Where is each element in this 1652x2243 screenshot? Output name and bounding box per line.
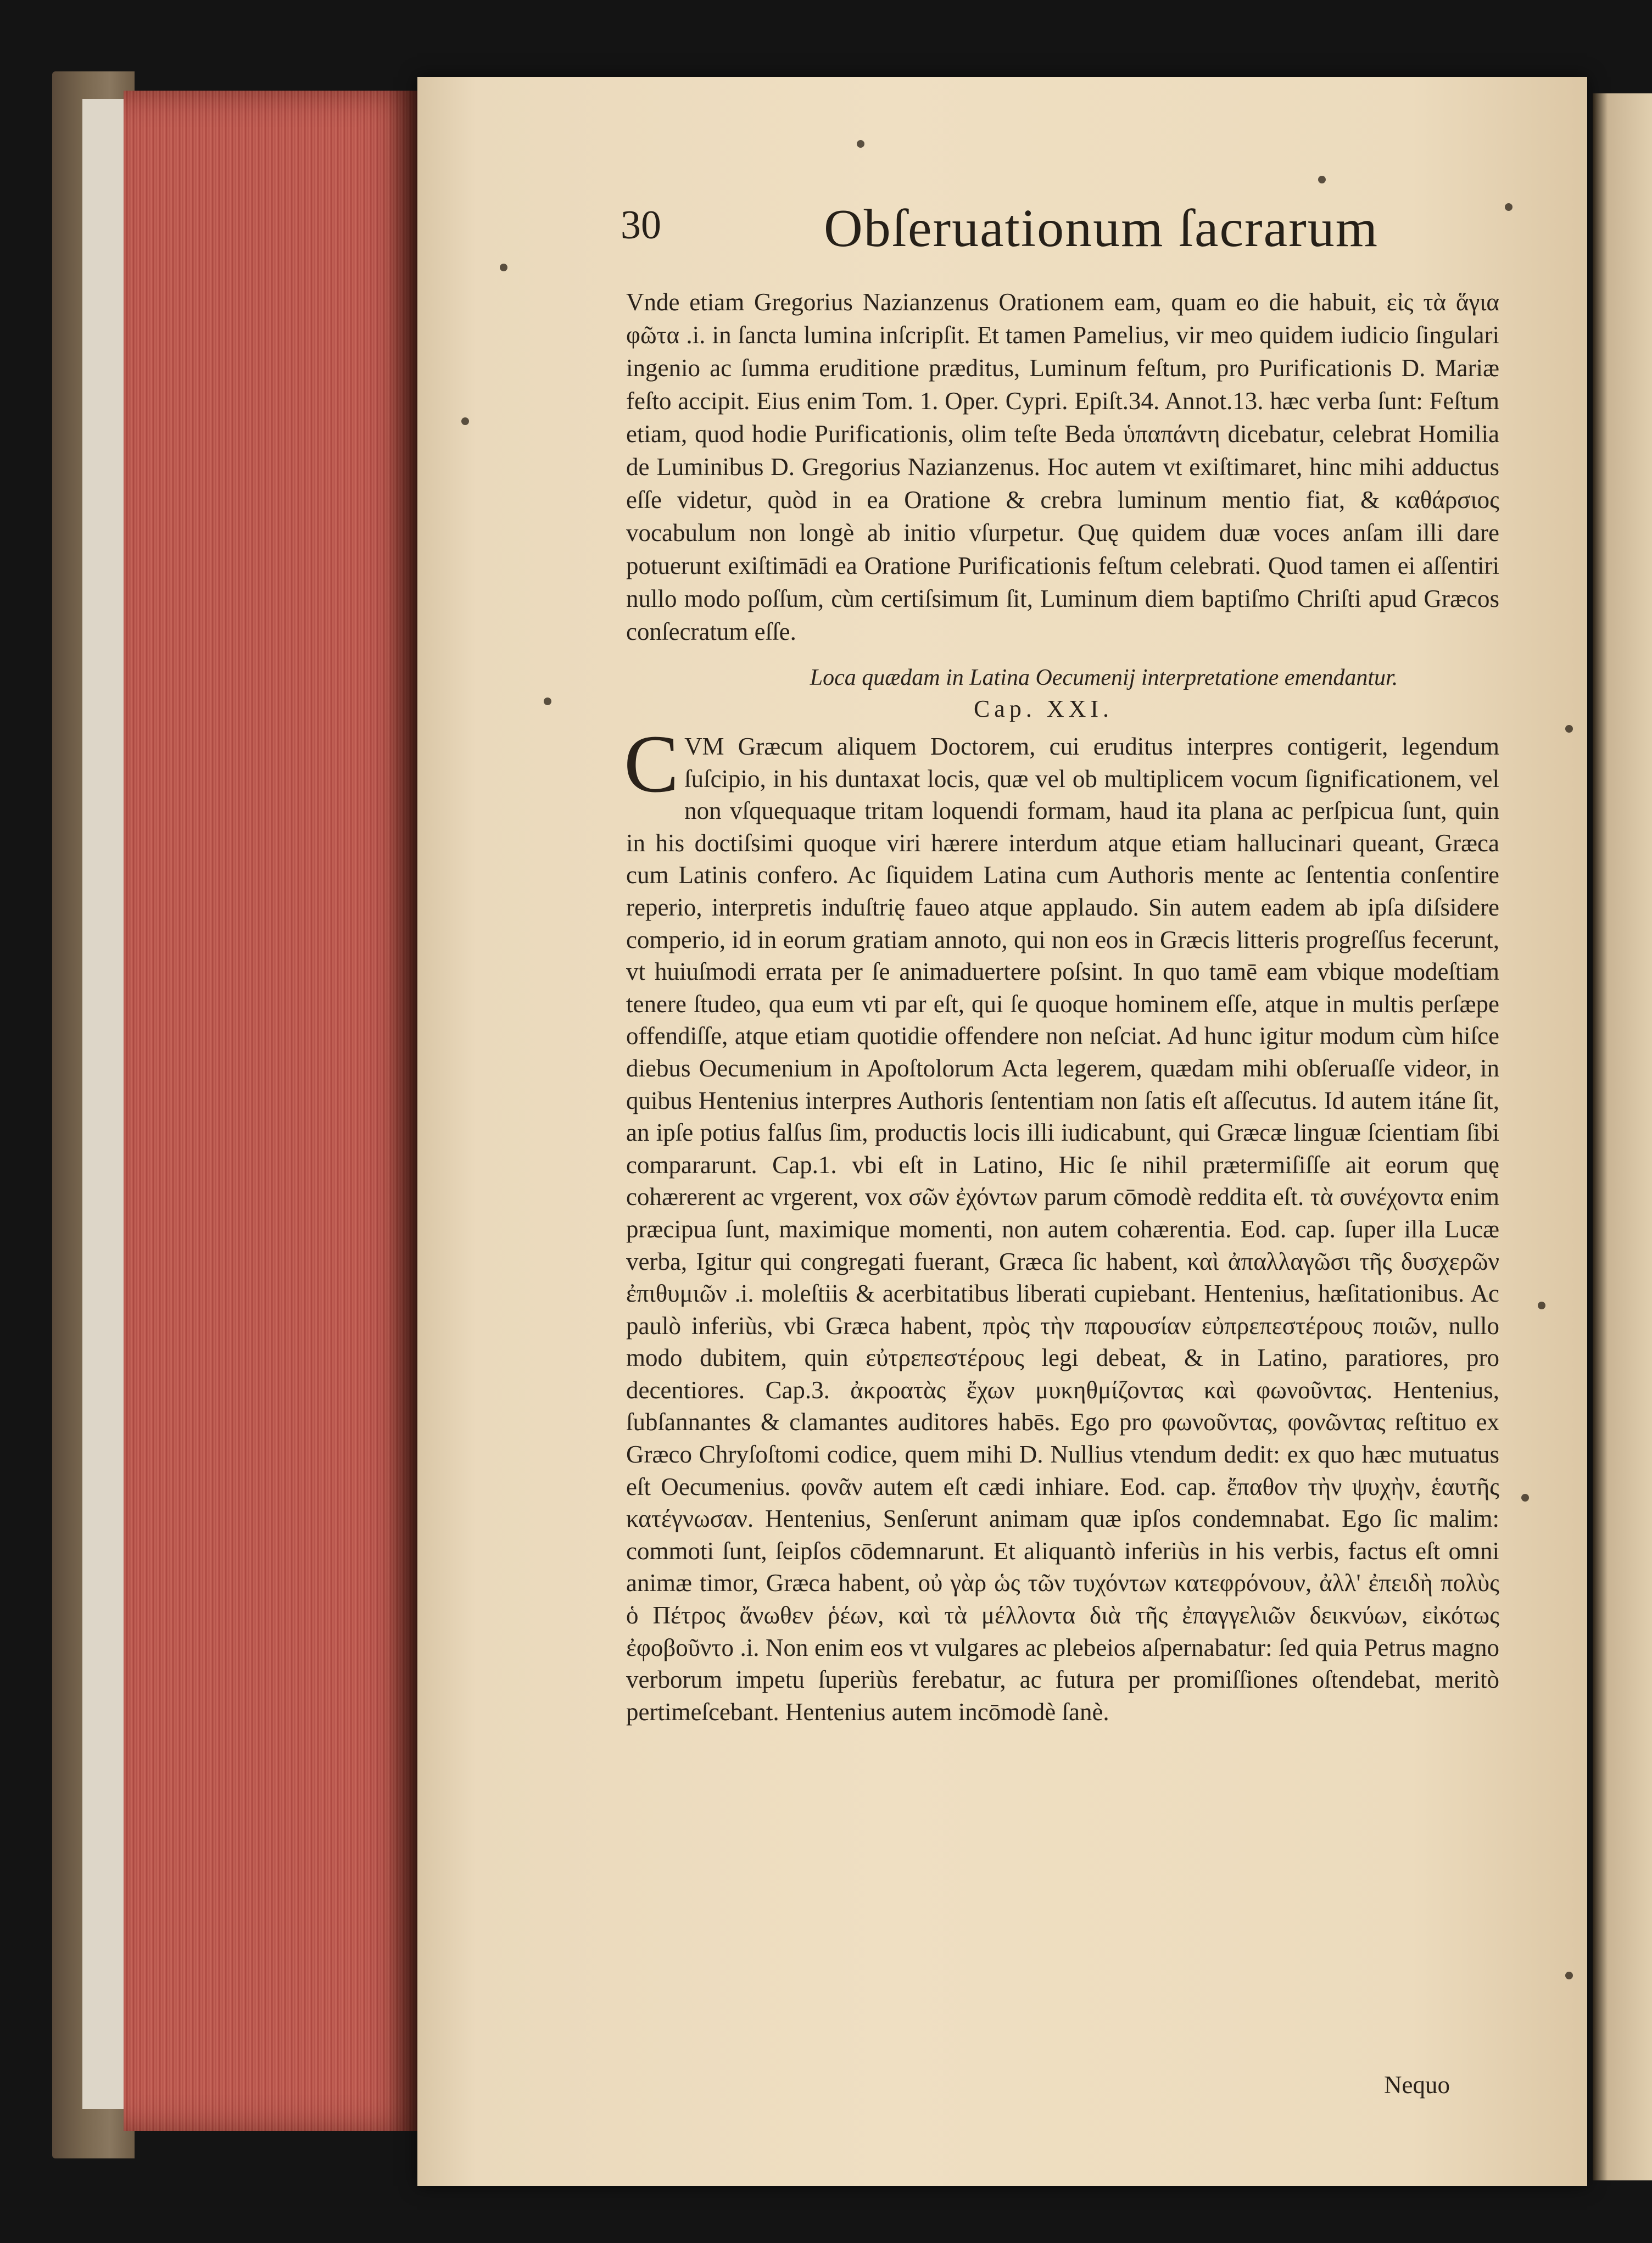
paragraph: VM Græcum aliquem Doctorem, cui eruditus interpres contigerit, legendum ſuſcipio, in his duntaxat locis, quæ vel ob multiplicem vocum ſignificationem, vel non vſquequaque tritam loquendi formam, haud ita plana ac perſpicua ſunt, quin in his doctiſsimi quoque viri hærere interdum atque etiam hallucinari queant, Græca cum Latinis confero. Ac ſiquidem Latina cum Authoris mente ac ſententia conſentire reperio, interpretis induſtrię faueo atque applaudo. Sin autem eadem ab ipſa diſsidere comperio, id in eorum gratiam annoto, qui non eos in Græcis litteris progreſſus fecerunt, vt huiuſmodi errata per ſe animaduertere poſsint. In quo tamē eam vbique modeſtiam tenere ſtudeo, qua eum vti par eſt, qui ſe quoque hominem eſſe, atque in multis perſæpe offendiſſe, atque etiam quotidie offendere non neſciat. Ad hunc igitur modum cùm hiſce diebus Oecumenium in Apoſtolorum Acta legerem, quædam mihi obſeruaſſe videor, in quibus Hentenius interpres Authoris ſententiam non ſatis eſt aſſecutus. Id autem itáne ſit, an ipſe potius falſus ſim, productis locis illi iudicabunt, qui Græcæ linguæ ſcientiam ſibi compararunt. Cap.1. vbi eſt in Latino, Hic ſe nihil prætermiſiſſe ait eorum quę cohærerent ac vrgerent, vox σῶν ἐχόντων parum cōmodè reddita eſt. τὰ συνέχοντα enim præcipua ſunt, maximique momenti, non autem cohærentia. Eod. cap. ſuper illa Lucæ verba, Igitur qui congregati fuerant, Græca ſic habent, καὶ ἀπαλλαγῶσι τῆς δυσχερῶν ἐπιθυμιῶν .i. moleſtiis & acerbitatibus liberati cupiebant. Hentenius, hæſitationibus. Ac paulò inferiùs, vbi Græca habent, πρὸς τὴν παρουσίαν εὐπρεπεστέρους ποιῶν, nullo modo dubitem, quin εὐτρεπεστέρους legi debeat, & in Latino, paratiores, pro decentiores. Cap.3. ἀκροατὰς ἔχων μυκηθμίζοντας καὶ φωνοῦντας. Hentenius, ſubſannantes & clamantes auditores habēs. Ego pro φωνοῦντας, φονῶντας reſtituo ex Græco Chryſoſtomi codice, quem mihi D. Nullius vtendum dedit: ex quo hæc mutuatus eſt Oecumenius. φονᾶν autem eſt cædi inhiare. Eod. cap. ἔπαθον τὴν ψυχὴν, ἑαυτῆς κατέγνωσαν. Hentenius, Senſerunt animam quæ ipſos condemnabat. Ego ſic malim: commoti ſunt, ſeipſos cōdemnarunt. Et aliquantò inferiùs in his verbis, factus eſt omni animæ timor, Græca habent, οὐ γὰρ ὡς τῶν τυχόντων κατεφρόνουν, ἀλλ' ἐπειδὴ πολὺς ὁ Πέτρος ἄνωθεν ῥέων, καὶ τὰ μέλλοντα διὰ τῆς ἐπαγγελιῶν δεικνύων, εἰκότως ἐφοβοῦντο .i. Non enim eos vt vulgares ac plebeios aſpernabatur: ſed quia Petrus magno verborum impetu ſuperiùs ferebatur, ac futura per promiſſiones oſtendebat, meritò pertimeſcebant. Hentenius autem incōmodè ſanè.	[626, 733, 1499, 1726]
facing-page-edge	[1593, 93, 1652, 2180]
cover-pastedown	[82, 99, 129, 2109]
running-head	[621, 198, 1389, 269]
wormhole-mark	[1521, 1494, 1529, 1502]
text-block-upper	[626, 286, 1499, 648]
red-page-edges	[124, 91, 420, 2131]
wormhole-mark	[461, 417, 469, 425]
section-caption: Loca quædam in Latina Oecumenij interpretatione emendantur.	[810, 665, 1398, 690]
wormhole-mark	[1538, 1302, 1545, 1309]
text-block-lower	[624, 718, 1499, 1728]
catchword: Nequo	[1384, 2071, 1450, 2099]
wormhole-mark	[1565, 1972, 1573, 1979]
paragraph: Vnde etiam Gregorius Nazianzenus Orationem eam, quam eo die habuit, εἰς τὰ ἅγια φῶτα .i. in ſancta lumina inſcripſit. Et tamen Pamelius, vir meo quidem iudicio ſingulari ingenio ac ſumma eruditione præditus, Luminum feſtum, pro Purificationis D. Mariæ feſto accipit. Eius enim Tom. 1. Oper. Cypri. Epiſt.34. Annot.13. hæc verba ſunt: Feſtum etiam, quod hodie Purificationis, olim teſte Beda ὑπαπάντη dicebatur, celebrat Homilia de Luminibus D. Gregorius Nazianzenus. Hoc autem vt exiſtimaret, hinc mihi adductus eſſe videtur, quòd in ea Oratione & crebra luminum mentio fiat, & καθάρσιος vocabulum non longè ab initio vſurpetur. Quę quidem duæ voces anſam illi dare potuerunt exiſtimādi ea Oratione Purificationis feſtum celebrati. Quod tamen ei aſſentiri nullo modo poſſum, cùm certiſsimum ſit, Luminum diem baptiſmo Chriſti apud Græcos conſecratum eſſe.	[626, 288, 1499, 645]
page-number: 30	[621, 203, 661, 248]
wormhole-mark	[500, 264, 507, 271]
chapter-heading: Cap. XXI.	[973, 695, 1114, 722]
wormhole-mark	[544, 698, 551, 705]
wormhole-mark	[1565, 725, 1573, 733]
wormhole-mark	[857, 140, 864, 148]
drop-capital: C	[624, 718, 679, 810]
running-title: Obſeruationum ſacrarum	[824, 199, 1379, 258]
wormhole-mark	[1318, 176, 1326, 183]
wormhole-mark	[1505, 203, 1513, 211]
